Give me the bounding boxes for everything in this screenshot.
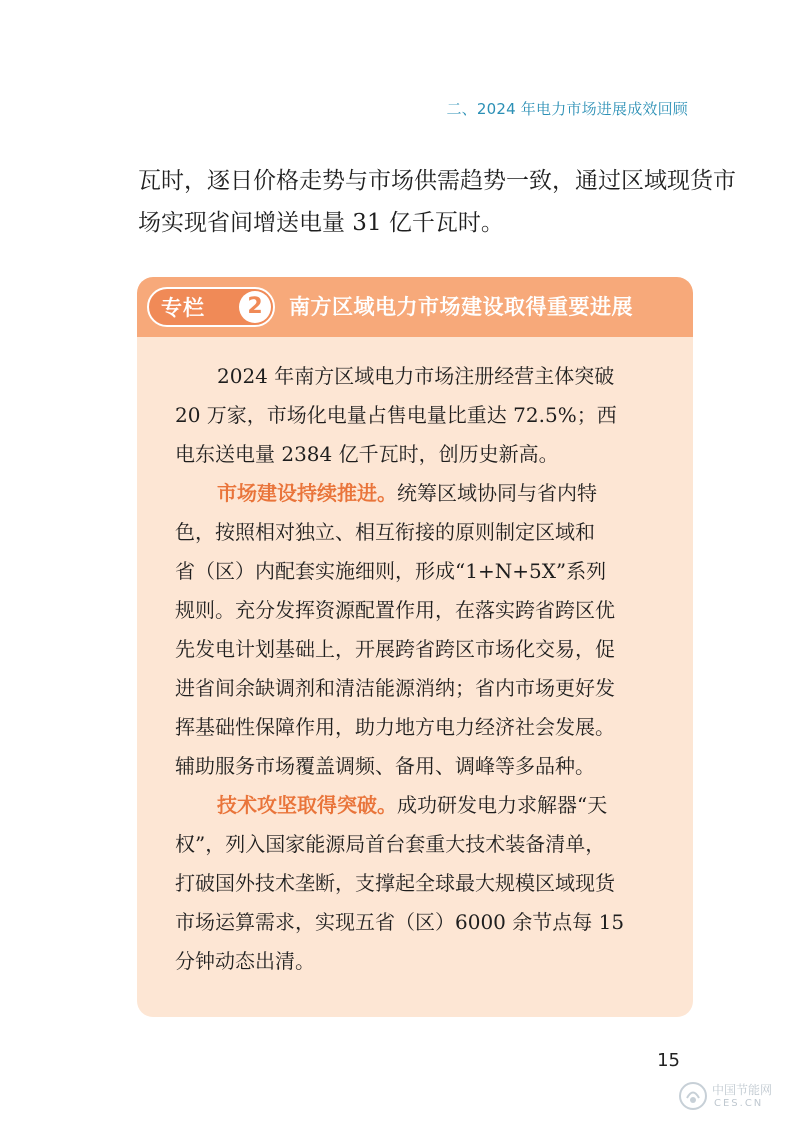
- text-line: 省（区）内配套实施细则，形成“1+N+5X”系列: [175, 559, 607, 583]
- text-line: 分钟动态出清。: [175, 949, 315, 973]
- column-paragraph: [175, 474, 655, 786]
- text-line: 2024 年南方区域电力市场注册经营主体突破: [217, 364, 615, 388]
- watermark-name: 中国节能网: [712, 1083, 773, 1097]
- text-line: 规则。充分发挥资源配置作用，在落实跨省跨区优: [175, 598, 615, 622]
- column-badge: [147, 287, 275, 327]
- text-line: 市场运算需求，实现五省（区）6000 余节点每 15: [175, 910, 625, 934]
- text-line: 先发电计划基础上，开展跨省跨区市场化交易，促: [175, 637, 615, 661]
- text-line: 挥基础性保障作用，助力地方电力经济社会发展。: [175, 715, 615, 739]
- text-run: 成功研发电力求解器“天: [397, 793, 608, 817]
- text-line: 辅助服务市场覆盖调频、备用、调峰等多品种。: [175, 754, 595, 778]
- watermark-logo-icon: [678, 1081, 708, 1111]
- column-body: [175, 357, 655, 981]
- paragraph-lead: 市场建设持续推进。: [217, 481, 397, 505]
- running-header: 二、2024 年电力市场进展成效回顾: [446, 100, 688, 118]
- text-line: 进省间余缺调剂和清洁能源消纳；省内市场更好发: [175, 676, 615, 700]
- column-title: 南方区域电力市场建设取得重要进展: [289, 295, 633, 319]
- text-line: 色，按照相对独立、相互衔接的原则制定区域和: [175, 520, 595, 544]
- column-header: [137, 277, 693, 337]
- text-line: 权”，列入国家能源局首台套重大技术装备清单，: [175, 832, 606, 856]
- page-number: 15: [657, 1050, 680, 1071]
- paragraph-lead: 技术攻坚取得突破。: [217, 793, 397, 817]
- text-line: 打破国外技术垄断，支撑起全球最大规模区域现货: [175, 871, 615, 895]
- watermark: [678, 1079, 790, 1115]
- text-line: 电东送电量 2384 亿千瓦时，创历史新高。: [175, 442, 559, 466]
- text-line: [175, 786, 655, 825]
- column-paragraph: [175, 357, 655, 474]
- column-paragraph: [175, 786, 655, 981]
- text-line: [175, 474, 655, 513]
- feature-column-box: [137, 277, 693, 1017]
- intro-line: 场实现省间增送电量 31 亿千瓦时。: [138, 210, 504, 236]
- intro-line: 瓦时，逐日价格走势与市场供需趋势一致，通过区域现货市: [138, 168, 736, 194]
- column-badge-number: 2: [239, 291, 271, 323]
- text-run: 统筹区域协同与省内特: [397, 481, 597, 505]
- text-line: 20 万家，市场化电量占售电量比重达 72.5%；西: [175, 403, 617, 427]
- column-badge-label: 专栏: [161, 296, 205, 320]
- watermark-domain: CES.CN: [714, 1098, 764, 1109]
- intro-paragraph: [138, 160, 736, 244]
